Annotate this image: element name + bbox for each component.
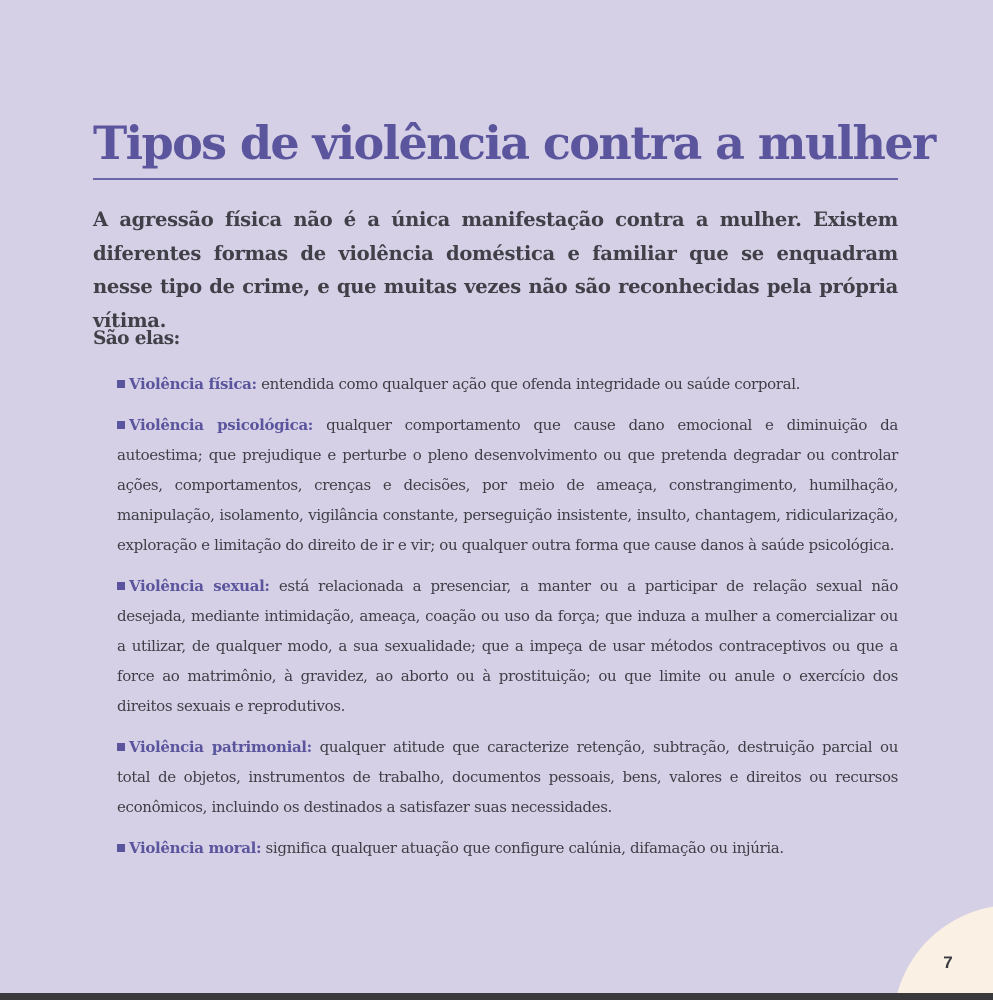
- intro-paragraph: A agressão física não é a única manifestação contra a mulher. Existem diferentes formas de violência doméstica e familiar que se enquadram nesse tipo de crime, e que muitas vezes não são reconhecidas pela própria vítima.: [93, 208, 898, 332]
- list-heading: São elas:: [93, 328, 180, 349]
- item-description: entendida como qualquer ação que ofenda integridade ou saúde corporal.: [256, 375, 801, 393]
- title-underline: [93, 178, 898, 180]
- page-title: Tipos de violência contra a mulher: [93, 116, 935, 170]
- item-term: Violência sexual:: [129, 577, 270, 595]
- viewer-bottom-bar: [0, 993, 993, 1000]
- list-item: [117, 571, 898, 721]
- item-description: significa qualquer atuação que configure calúnia, difamação ou injúria.: [261, 839, 784, 857]
- square-bullet-icon: [117, 421, 125, 429]
- item-term: Violência moral:: [129, 839, 262, 857]
- violence-types-list: [117, 369, 898, 863]
- list-item: [117, 369, 898, 399]
- square-bullet-icon: [117, 743, 125, 751]
- item-term: Violência psicológica:: [129, 416, 313, 434]
- list-item: [117, 732, 898, 822]
- item-description: qualquer comportamento que cause dano emocional e diminuição da autoestima; que prejudique e perturbe o pleno desenvolvimento ou que pretenda degradar ou controlar ações, comportamentos, crenças e decisões, por meio de ameaça, constrangimento, humilhação, manipulação, isolamento, vigilância constante, perseguição insistente, insulto, chantagem, ridicularização, exploração e limitação do direito de ir e vir; ou qualquer outra forma que cause danos à saúde psicológica.: [117, 416, 898, 554]
- page-corner-decoration: [893, 905, 993, 993]
- square-bullet-icon: [117, 582, 125, 590]
- list-item: [117, 410, 898, 560]
- square-bullet-icon: [117, 844, 125, 852]
- item-description: qualquer atitude que caracterize retenção, subtração, destruição parcial ou total de objetos, instrumentos de trabalho, documentos pessoais, bens, valores e direitos ou recursos econômicos, incluindo os destinados a satisfazer suas necessidades.: [117, 738, 898, 816]
- item-term: Violência patrimonial:: [129, 738, 312, 756]
- square-bullet-icon: [117, 380, 125, 388]
- page-number: 7: [943, 953, 953, 972]
- list-item: [117, 833, 898, 863]
- item-term: Violência física:: [129, 375, 257, 393]
- item-description: está relacionada a presenciar, a manter ou a participar de relação sexual não desejada, mediante intimidação, ameaça, coação ou uso da força; que induza a mulher a comercializar ou a utilizar, de qualquer modo, a sua sexualidade; que a impeça de usar métodos contraceptivos ou que a force ao matrimônio, à gravidez, ao aborto ou à prostituição; ou que limite ou anule o exercício dos direitos sexuais e reprodutivos.: [117, 577, 898, 715]
